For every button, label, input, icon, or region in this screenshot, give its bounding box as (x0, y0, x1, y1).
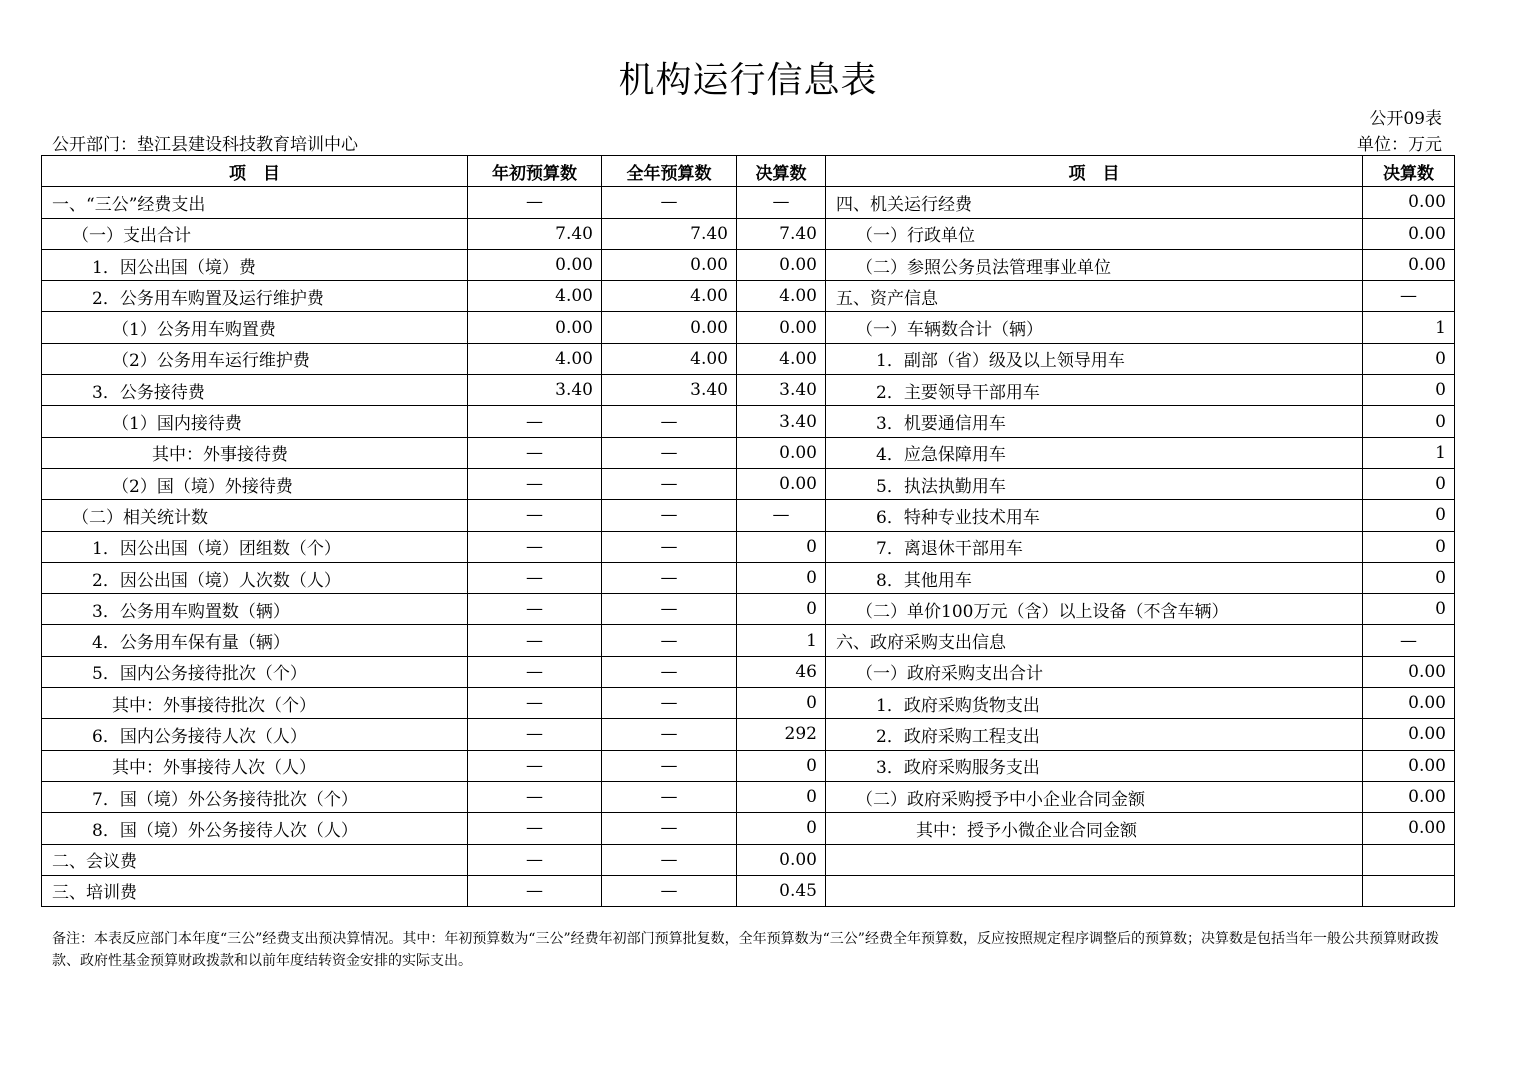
table-row (42, 531, 1455, 562)
table-row (42, 343, 1455, 374)
left-final-value: — (737, 500, 826, 531)
left-item-label: 其中：外事接待费 (42, 437, 468, 468)
initial-budget-value: — (468, 813, 602, 844)
right-item-label: （一）行政单位 (826, 218, 1363, 249)
left-final-value: 1 (737, 625, 826, 656)
annual-budget-value: 0.00 (602, 249, 737, 280)
initial-budget-value: 4.00 (468, 343, 602, 374)
table-row (42, 375, 1455, 406)
header-initial-budget: 年初预算数 (468, 156, 602, 187)
header-item: 项 目 (42, 156, 468, 187)
table-row (42, 406, 1455, 437)
right-final-value: 0.00 (1363, 813, 1455, 844)
left-item-label: 1．因公出国（境）团组数（个） (42, 531, 468, 562)
initial-budget-value: 0.00 (468, 249, 602, 280)
right-item-label: 其中：授予小微企业合同金额 (826, 813, 1363, 844)
left-item-label: （1）公务用车购置费 (42, 312, 468, 343)
right-item-label: （二）参照公务员法管理事业单位 (826, 249, 1363, 280)
initial-budget-value: 0.00 (468, 312, 602, 343)
right-item-label: 3．政府采购服务支出 (826, 750, 1363, 781)
table-row (42, 437, 1455, 468)
left-item-label: （一）支出合计 (42, 218, 468, 249)
left-final-value: 0.00 (737, 468, 826, 499)
left-item-label: 其中：外事接待人次（人） (42, 750, 468, 781)
left-item-label: 2．因公出国（境）人次数（人） (42, 562, 468, 593)
right-item-label: （二）政府采购授予中小企业合同金额 (826, 781, 1363, 812)
left-final-value: 0 (737, 688, 826, 719)
left-item-label: 二、会议费 (42, 844, 468, 875)
right-item-label: 8．其他用车 (826, 562, 1363, 593)
left-final-value: 0.00 (737, 312, 826, 343)
info-table (41, 155, 1455, 907)
annual-budget-value: 4.00 (602, 343, 737, 374)
left-item-label: 4．公务用车保有量（辆） (42, 625, 468, 656)
right-item-label: 2．政府采购工程支出 (826, 719, 1363, 750)
right-final-value: — (1363, 281, 1455, 312)
right-final-value: 0 (1363, 594, 1455, 625)
right-item-label: 3．机要通信用车 (826, 406, 1363, 437)
left-item-label: 6．国内公务接待人次（人） (42, 719, 468, 750)
right-item-label: 1．副部（省）级及以上领导用车 (826, 343, 1363, 374)
left-item-label: 1．因公出国（境）费 (42, 249, 468, 280)
initial-budget-value: — (468, 562, 602, 593)
left-final-value: 46 (737, 656, 826, 687)
left-final-value: 4.00 (737, 343, 826, 374)
annual-budget-value: 3.40 (602, 375, 737, 406)
annual-budget-value: — (602, 750, 737, 781)
table-row (42, 844, 1455, 875)
annual-budget-value: — (602, 719, 737, 750)
annual-budget-value: — (602, 531, 737, 562)
right-item-label: 四、机关运行经费 (826, 187, 1363, 218)
annual-budget-value: — (602, 437, 737, 468)
left-item-label: 8．国（境）外公务接待人次（人） (42, 813, 468, 844)
table-row (42, 249, 1455, 280)
table-row (42, 781, 1455, 812)
annual-budget-value: — (602, 656, 737, 687)
right-final-value: 0.00 (1363, 719, 1455, 750)
left-final-value: 0 (737, 813, 826, 844)
form-number: 公开09表 (1369, 109, 1442, 129)
table-row (42, 468, 1455, 499)
initial-budget-value: 3.40 (468, 375, 602, 406)
left-item-label: 2．公务用车购置及运行维护费 (42, 281, 468, 312)
right-final-value (1363, 875, 1455, 906)
right-final-value: 0.00 (1363, 187, 1455, 218)
table-row (42, 750, 1455, 781)
left-final-value: 0.00 (737, 437, 826, 468)
left-final-value: 0 (737, 562, 826, 593)
page-title: 机构运行信息表 (618, 60, 878, 101)
right-item-label: （二）单价100万元（含）以上设备（不含车辆） (826, 594, 1363, 625)
annual-budget-value: — (602, 562, 737, 593)
annual-budget-value: — (602, 406, 737, 437)
right-final-value: 0.00 (1363, 750, 1455, 781)
header-final: 决算数 (737, 156, 826, 187)
initial-budget-value: — (468, 187, 602, 218)
annual-budget-value: 0.00 (602, 312, 737, 343)
right-item-label: 6．特种专业技术用车 (826, 500, 1363, 531)
initial-budget-value: — (468, 406, 602, 437)
table-row (42, 187, 1455, 218)
initial-budget-value: — (468, 688, 602, 719)
initial-budget-value: — (468, 875, 602, 906)
annual-budget-value: — (602, 625, 737, 656)
right-final-value: — (1363, 625, 1455, 656)
table-row (42, 281, 1455, 312)
header-annual-budget: 全年预算数 (602, 156, 737, 187)
left-item-label: 三、培训费 (42, 875, 468, 906)
annual-budget-value: 4.00 (602, 281, 737, 312)
left-item-label: （1）国内接待费 (42, 406, 468, 437)
right-final-value: 0.00 (1363, 688, 1455, 719)
left-item-label: 3．公务接待费 (42, 375, 468, 406)
right-item-label: （一）车辆数合计（辆） (826, 312, 1363, 343)
initial-budget-value: 4.00 (468, 281, 602, 312)
initial-budget-value: — (468, 500, 602, 531)
left-item-label: 5．国内公务接待批次（个） (42, 656, 468, 687)
left-final-value: 7.40 (737, 218, 826, 249)
initial-budget-value: 7.40 (468, 218, 602, 249)
table-row (42, 875, 1455, 906)
left-final-value: 3.40 (737, 406, 826, 437)
annual-budget-value: 7.40 (602, 218, 737, 249)
left-item-label: （2）国（境）外接待费 (42, 468, 468, 499)
right-item-label: 五、资产信息 (826, 281, 1363, 312)
left-final-value: 0.45 (737, 875, 826, 906)
header-final-right: 决算数 (1363, 156, 1455, 187)
right-final-value: 0.00 (1363, 249, 1455, 280)
right-final-value: 0.00 (1363, 781, 1455, 812)
annual-budget-value: — (602, 844, 737, 875)
initial-budget-value: — (468, 750, 602, 781)
header-item-right: 项 目 (826, 156, 1363, 187)
right-final-value: 0.00 (1363, 218, 1455, 249)
right-final-value: 0.00 (1363, 656, 1455, 687)
initial-budget-value: — (468, 781, 602, 812)
right-final-value: 0 (1363, 562, 1455, 593)
left-final-value: 0.00 (737, 844, 826, 875)
left-item-label: 其中：外事接待批次（个） (42, 688, 468, 719)
left-final-value: 4.00 (737, 281, 826, 312)
left-item-label: （2）公务用车运行维护费 (42, 343, 468, 374)
left-item-label: （二）相关统计数 (42, 500, 468, 531)
right-final-value: 0 (1363, 406, 1455, 437)
table-row (42, 500, 1455, 531)
left-final-value: — (737, 187, 826, 218)
right-item-label: （一）政府采购支出合计 (826, 656, 1363, 687)
table-row (42, 594, 1455, 625)
annual-budget-value: — (602, 813, 737, 844)
right-item-label (826, 875, 1363, 906)
table-row (42, 562, 1455, 593)
initial-budget-value: — (468, 625, 602, 656)
table-row (42, 656, 1455, 687)
right-final-value: 0 (1363, 531, 1455, 562)
right-final-value (1363, 844, 1455, 875)
right-final-value: 1 (1363, 437, 1455, 468)
left-final-value: 0 (737, 781, 826, 812)
left-final-value: 0 (737, 750, 826, 781)
table-row (42, 218, 1455, 249)
left-final-value: 0.00 (737, 249, 826, 280)
right-final-value: 0 (1363, 500, 1455, 531)
initial-budget-value: — (468, 844, 602, 875)
initial-budget-value: — (468, 468, 602, 499)
right-final-value: 0 (1363, 343, 1455, 374)
right-final-value: 0 (1363, 468, 1455, 499)
annual-budget-value: — (602, 781, 737, 812)
table-row (42, 688, 1455, 719)
right-item-label: 5．执法执勤用车 (826, 468, 1363, 499)
annual-budget-value: — (602, 500, 737, 531)
initial-budget-value: — (468, 656, 602, 687)
left-final-value: 292 (737, 719, 826, 750)
table-row (42, 625, 1455, 656)
right-item-label: 4．应急保障用车 (826, 437, 1363, 468)
annual-budget-value: — (602, 688, 737, 719)
right-item-label: 1．政府采购货物支出 (826, 688, 1363, 719)
annual-budget-value: — (602, 468, 737, 499)
table-row (42, 312, 1455, 343)
left-final-value: 0 (737, 531, 826, 562)
left-item-label: 一、“三公”经费支出 (42, 187, 468, 218)
annual-budget-value: — (602, 875, 737, 906)
initial-budget-value: — (468, 531, 602, 562)
right-final-value: 0 (1363, 375, 1455, 406)
left-item-label: 3．公务用车购置数（辆） (42, 594, 468, 625)
right-item-label: 六、政府采购支出信息 (826, 625, 1363, 656)
table-row (42, 719, 1455, 750)
right-item-label: 7．离退休干部用车 (826, 531, 1363, 562)
department-label: 公开部门：垫江县建设科技教育培训中心 (52, 135, 358, 155)
left-final-value: 3.40 (737, 375, 826, 406)
initial-budget-value: — (468, 594, 602, 625)
header-row (42, 156, 1455, 187)
left-item-label: 7．国（境）外公务接待批次（个） (42, 781, 468, 812)
table-row (42, 813, 1455, 844)
unit-label: 单位：万元 (1357, 135, 1442, 155)
initial-budget-value: — (468, 437, 602, 468)
annual-budget-value: — (602, 594, 737, 625)
initial-budget-value: — (468, 719, 602, 750)
left-final-value: 0 (737, 594, 826, 625)
annual-budget-value: — (602, 187, 737, 218)
footnote: 备注：本表反应部门本年度“三公”经费支出预决算情况。其中：年初预算数为“三公”经费年初部门预算批复数，全年预算数为“三公”经费全年预算数，反应按照规定程序调整后的预算数；决算数是包括当年一般公共预算财政拨款、政府性基金预算财政拨款和以前年度结转资金安排的实际支出。 (52, 931, 1439, 969)
right-item-label: 2．主要领导干部用车 (826, 375, 1363, 406)
right-final-value: 1 (1363, 312, 1455, 343)
right-item-label (826, 844, 1363, 875)
